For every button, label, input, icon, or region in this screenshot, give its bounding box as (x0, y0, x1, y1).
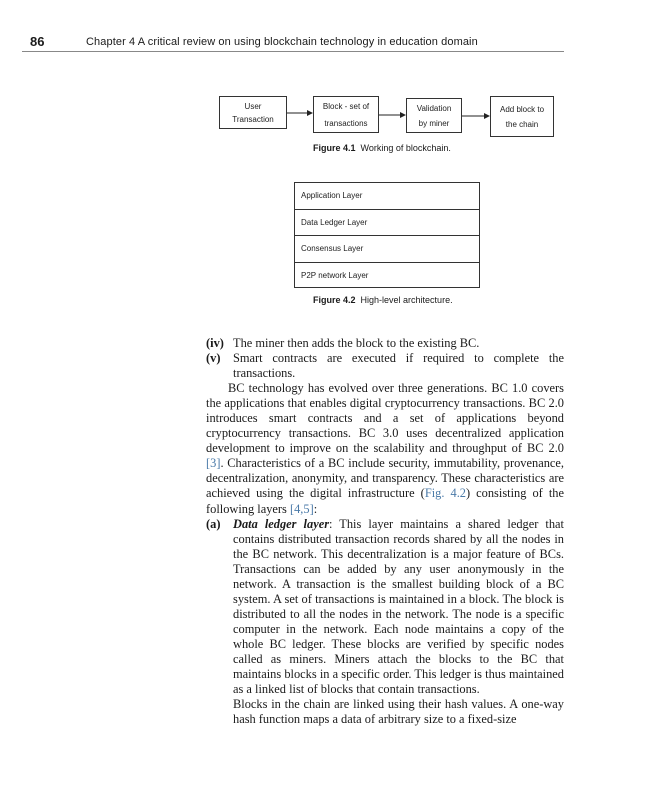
figure-4-1-caption (313, 143, 451, 153)
layer-data-ledger: Data Ledger Layer (295, 210, 479, 237)
figure-caption-text: Working of blockchain. (360, 143, 451, 153)
figure-reference-link[interactable]: Fig. 4.2 (424, 486, 466, 501)
text-run: : (313, 501, 318, 516)
chapter-title: Chapter 4 A critical review on using blockchain technology in education domain (86, 36, 478, 48)
text-run: ) consisting of the following layers (206, 486, 564, 516)
text-run: . Characteristics of a BC include security, immutability, provenance, decentralization, anonymity, and transparency. These characteristics are achieved using the digital infrastructure ( (206, 456, 564, 501)
layer-p2p-network: P2P network Layer (301, 270, 369, 280)
list-item-v (206, 351, 564, 381)
figure-caption-text: High-level architecture. (360, 295, 453, 305)
flow-box-line: User (244, 101, 262, 111)
body-text (206, 336, 564, 727)
citation-link[interactable]: [3] (206, 456, 221, 471)
flow-box-line: the chain (505, 119, 539, 129)
list-text: The miner then adds the block to the existing BC. (233, 336, 480, 350)
figure-4-2-caption (313, 295, 453, 305)
figure-4-2-architecture (294, 182, 480, 288)
list-label: (v) (206, 351, 221, 366)
text-run: BC technology has evolved over three generations. BC 1.0 covers the applications that enables digital cryptocurrency transactions. BC 2.0 introduces smart contracts and a set of applications beyond cryptocurrency transactions. BC 3.0 uses decentralized application development to improve on the scalability and throughput of BC 2.0 (206, 381, 564, 456)
list-text (233, 517, 564, 698)
text-run: : This layer maintains a shared ledger that contains distributed transaction records shared by all the nodes in the BC network. This decentralization is a major feature of BCs. Transactions can be added by any user anonymously in the network. A transaction is the smallest building block of a BC system. A set of transactions is maintained in a block. The block is distributed to all the nodes in the network. The node is a specific computer in the network. Each node maintains a copy of the whole BC ledger. These blocks are verified by specific nodes called as miners. Miners attach the blocks to the BC that maintains blocks in a specific order. This ledger is thus maintained as a linked list of blocks that contain transactions. (233, 516, 564, 697)
list-label: (iv) (206, 336, 224, 350)
layer-application: Application Layer (295, 183, 479, 210)
flow-arrows (0, 0, 648, 160)
list-text-continued: Blocks in the chain are linked using their hash values. A one-way hash function maps a data of arbitrary size to a fixed-size (233, 697, 564, 727)
flow-box-line: Validation (416, 103, 452, 113)
flow-box-line: transactions (324, 118, 368, 128)
list-label: (a) (206, 516, 221, 531)
flow-box-line: by miner (418, 118, 450, 128)
list-item-a (206, 517, 564, 728)
list-item-iv (206, 336, 564, 351)
citation-link[interactable]: [4,5] (289, 501, 314, 516)
figure-label: Figure 4.2 (313, 295, 356, 305)
flow-box-line: Transaction (232, 114, 274, 124)
paragraph-bc-generations (206, 381, 564, 516)
flow-box-line: Block - set of (322, 101, 370, 111)
flow-box-line: Add block to (499, 104, 545, 114)
list-text: Smart contracts are executed if required to complete the transactions. (233, 351, 564, 381)
figure-label: Figure 4.1 (313, 143, 356, 153)
page-number: 86 (30, 34, 45, 49)
layer-consensus: Consensus Layer (295, 236, 479, 263)
term-data-ledger-layer: Data ledger layer (233, 516, 330, 531)
